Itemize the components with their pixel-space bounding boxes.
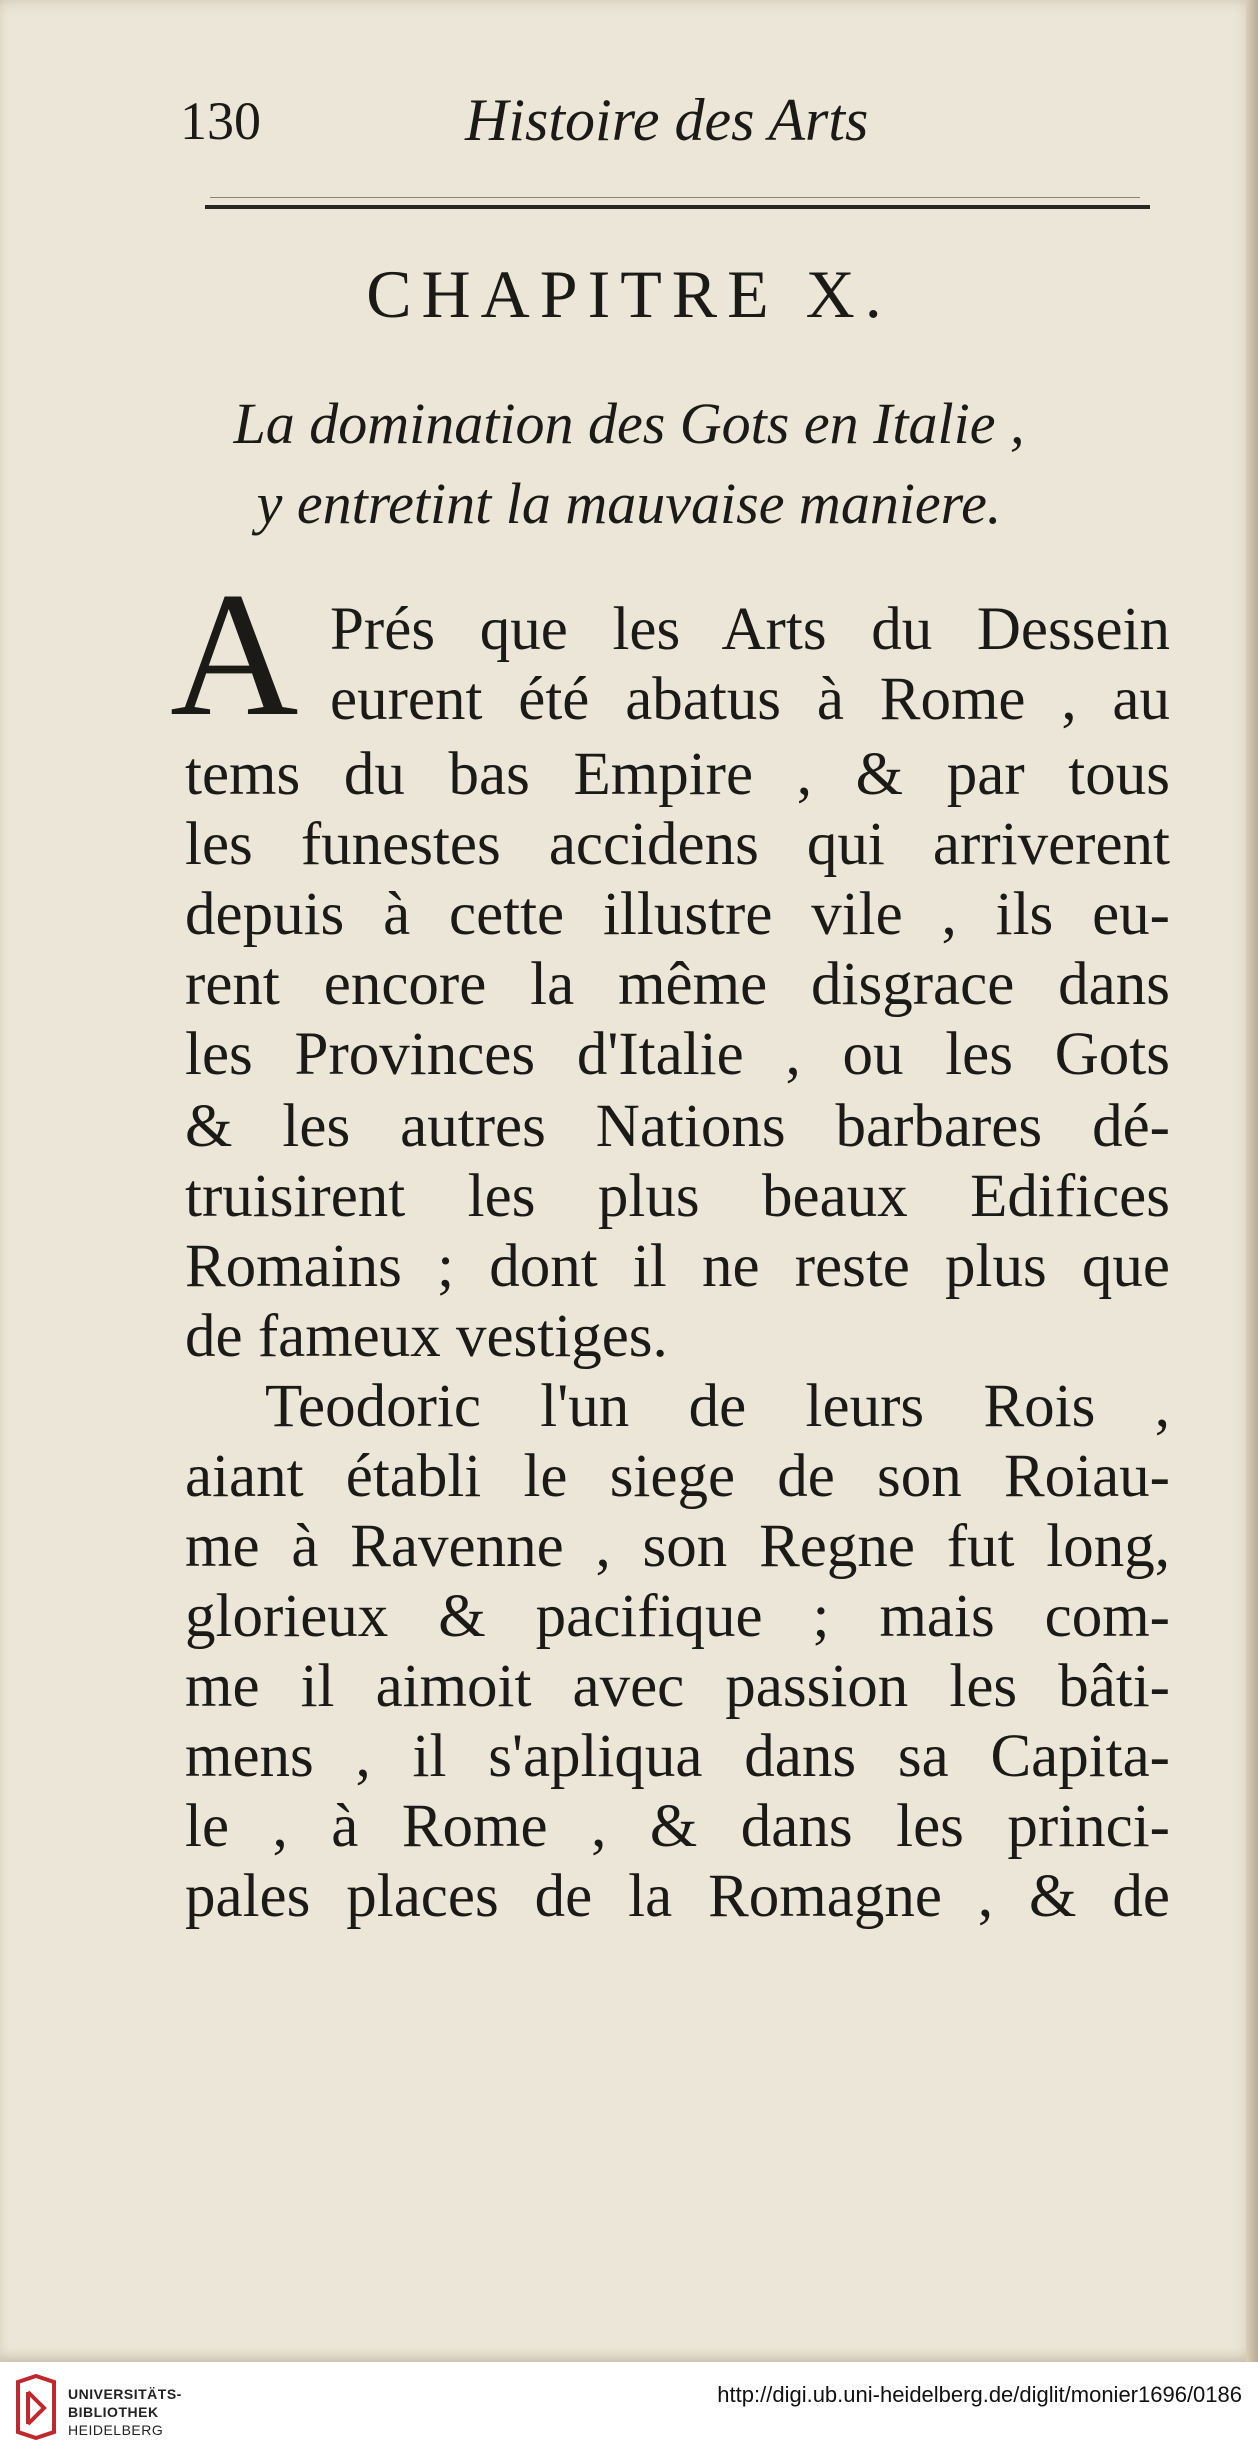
header-rule-thin bbox=[210, 197, 1140, 198]
page-number: 130 bbox=[180, 91, 261, 151]
text-line: truisirent les plus beaux Edifices bbox=[185, 1163, 1170, 1230]
text-line: le , à Rome , & dans les princi- bbox=[185, 1793, 1170, 1860]
university-library-logo-icon bbox=[14, 2374, 58, 2440]
text-line: tems du bas Empire , & par tous bbox=[185, 741, 1170, 808]
running-title: Histoire des Arts bbox=[465, 87, 869, 153]
logo-text-line-2: BIBLIOTHEK bbox=[68, 2404, 159, 2420]
text-line: les funestes accidens qui arriverent bbox=[185, 811, 1170, 878]
text-line: aiant établi le siege de son Roiau- bbox=[185, 1443, 1170, 1510]
running-head bbox=[180, 87, 1160, 160]
logo-text-line-3: HEIDELBERG bbox=[68, 2422, 164, 2438]
text-line: de fameux vestiges. bbox=[185, 1303, 668, 1370]
text-line: eurent été abatus à Rome , au bbox=[330, 666, 1170, 733]
drop-cap: A bbox=[170, 555, 299, 753]
text-line: Prés que les Arts du Dessein bbox=[330, 596, 1170, 663]
text-line: glorieux & pacifique ; mais com- bbox=[185, 1583, 1170, 1650]
text-line: rent encore la même disgrace dans bbox=[185, 951, 1170, 1018]
text-line: les Provinces d'Italie , ou les Gots bbox=[185, 1021, 1170, 1088]
chapter-subtitle-line-1: La domination des Gots en Italie , bbox=[233, 391, 1025, 456]
chapter-subtitle-line-2: y entretint la mauvaise maniere. bbox=[256, 471, 1002, 536]
text-line: me à Ravenne , son Regne fut long, bbox=[185, 1513, 1170, 1580]
text-line: me il aimoit avec passion les bâti- bbox=[185, 1653, 1170, 1720]
footer-bar bbox=[0, 2362, 1258, 2452]
text-line: mens , il s'apliqua dans sa Capita- bbox=[185, 1723, 1170, 1790]
header-rule bbox=[205, 205, 1150, 209]
source-url-link[interactable]: http://digi.ub.uni-heidelberg.de/diglit/monier1696/0186 bbox=[717, 2382, 1242, 2407]
text-line: Romains ; dont il ne reste plus que bbox=[185, 1233, 1170, 1300]
page-edge-shadow bbox=[1246, 0, 1258, 2362]
chapter-heading: CHAPITRE X. bbox=[366, 256, 892, 332]
text-line: Teodoric l'un de leurs Rois , bbox=[265, 1373, 1170, 1440]
text-line: & les autres Nations barbares dé- bbox=[185, 1093, 1170, 1160]
text-line: depuis à cette illustre vile , ils eu- bbox=[185, 881, 1170, 948]
logo-text-line-1: UNIVERSITÄTS- bbox=[68, 2386, 182, 2402]
text-line: pales places de la Romagne , & de bbox=[185, 1863, 1170, 1930]
